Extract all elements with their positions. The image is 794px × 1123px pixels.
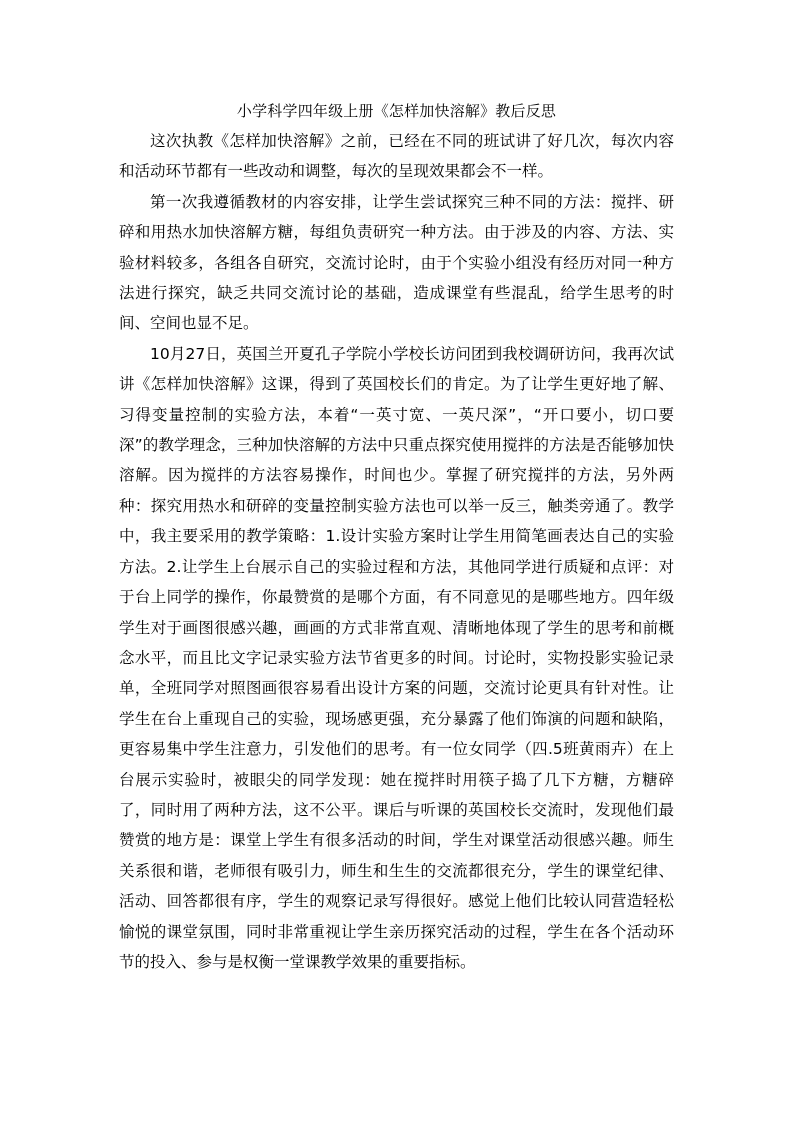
paragraph-3: 10月27日，英国兰开夏孔子学院小学校长访问团到我校调研访问，我再次试讲《怎样加快溶解》这课，得到了英国校长们的肯定。为了让学生更好地了解、习得变量控制的实验方法，本着“一英寸宽、一英尺深”，“开口要小，切口要深”的教学理念，三种加快溶解的方法中只重点探究使用搅拌的方法是否能够加快溶解。因为搅拌的方法容易操作，时间也少。掌握了研究搅拌的方法，另外两种：探究用热水和研碎的变量控制实验方法也可以举一反三，触类旁通了。教学中，我主要采用的教学策略：1.设计实验方案时让学生用简笔画表达自己的实验方法。2.让学生上台展示自己的实验过程和方法，其他同学进行质疑和点评：对于台上同学的操作，你最赞赏的是哪个方面，有不同意见的是哪些地方。四年级学生对于画图很感兴趣，画画的方式非常直观、清晰地体现了学生的思考和前概念水平，而且比文字记录实验方法节省更多的时间。讨论时，实物投影实验记录单，全班同学对照图画很容易看出设计方案的问题，交流讨论更具有针对性。让学生在台上重现自己的实验，现场感更强，充分暴露了他们饰演的问题和缺陷，更容易集中学生注意力，引发他们的思考。有一位女同学（四.5班黄雨卉）在上台展示实验时，被眼尖的同学发现：她在搅拌时用筷子捣了几下方糖，方糖碎了，同时用了两种方法，这不公平。课后与听课的英国校长交流时，发现他们最赞赏的地方是：课堂上学生有很多活动的时间，学生对课堂活动很感兴趣。师生关系很和谐，老师很有吸引力，师生和生生的交流都很充分，学生的课堂纪律、活动、回答都很有序，学生的观察记录写得很好。感觉上他们比较认同营造轻松愉悦的课堂氛围，同时非常重视让学生亲历探究活动的过程，学生在各个活动环节的投入、参与是权衡一堂课教学效果的重要指标。 [119,344,674,971]
paragraph-1: 这次执教《怎样加快溶解》之前，已经在不同的班试讲了好几次，每次内容和活动环节都有一些改动和调整，每次的呈现效果都会不一样。 [119,132,674,181]
document-title: 小学科学四年级上册《怎样加快溶解》教后反思 [236,102,557,120]
paragraph-2: 第一次我遵循教材的内容安排，让学生尝试探究三种不同的方法：搅拌、研碎和用热水加快溶解方糖，每组负责研究一种方法。由于涉及的内容、方法、实验材料较多，各组各自研究，交流讨论时，由于个实验小组没有经历对同一种方法进行探究，缺乏共同交流讨论的基础，造成课堂有些混乱，给学生思考的时间、空间也显不足。 [119,192,674,333]
document-page [119,96,674,977]
